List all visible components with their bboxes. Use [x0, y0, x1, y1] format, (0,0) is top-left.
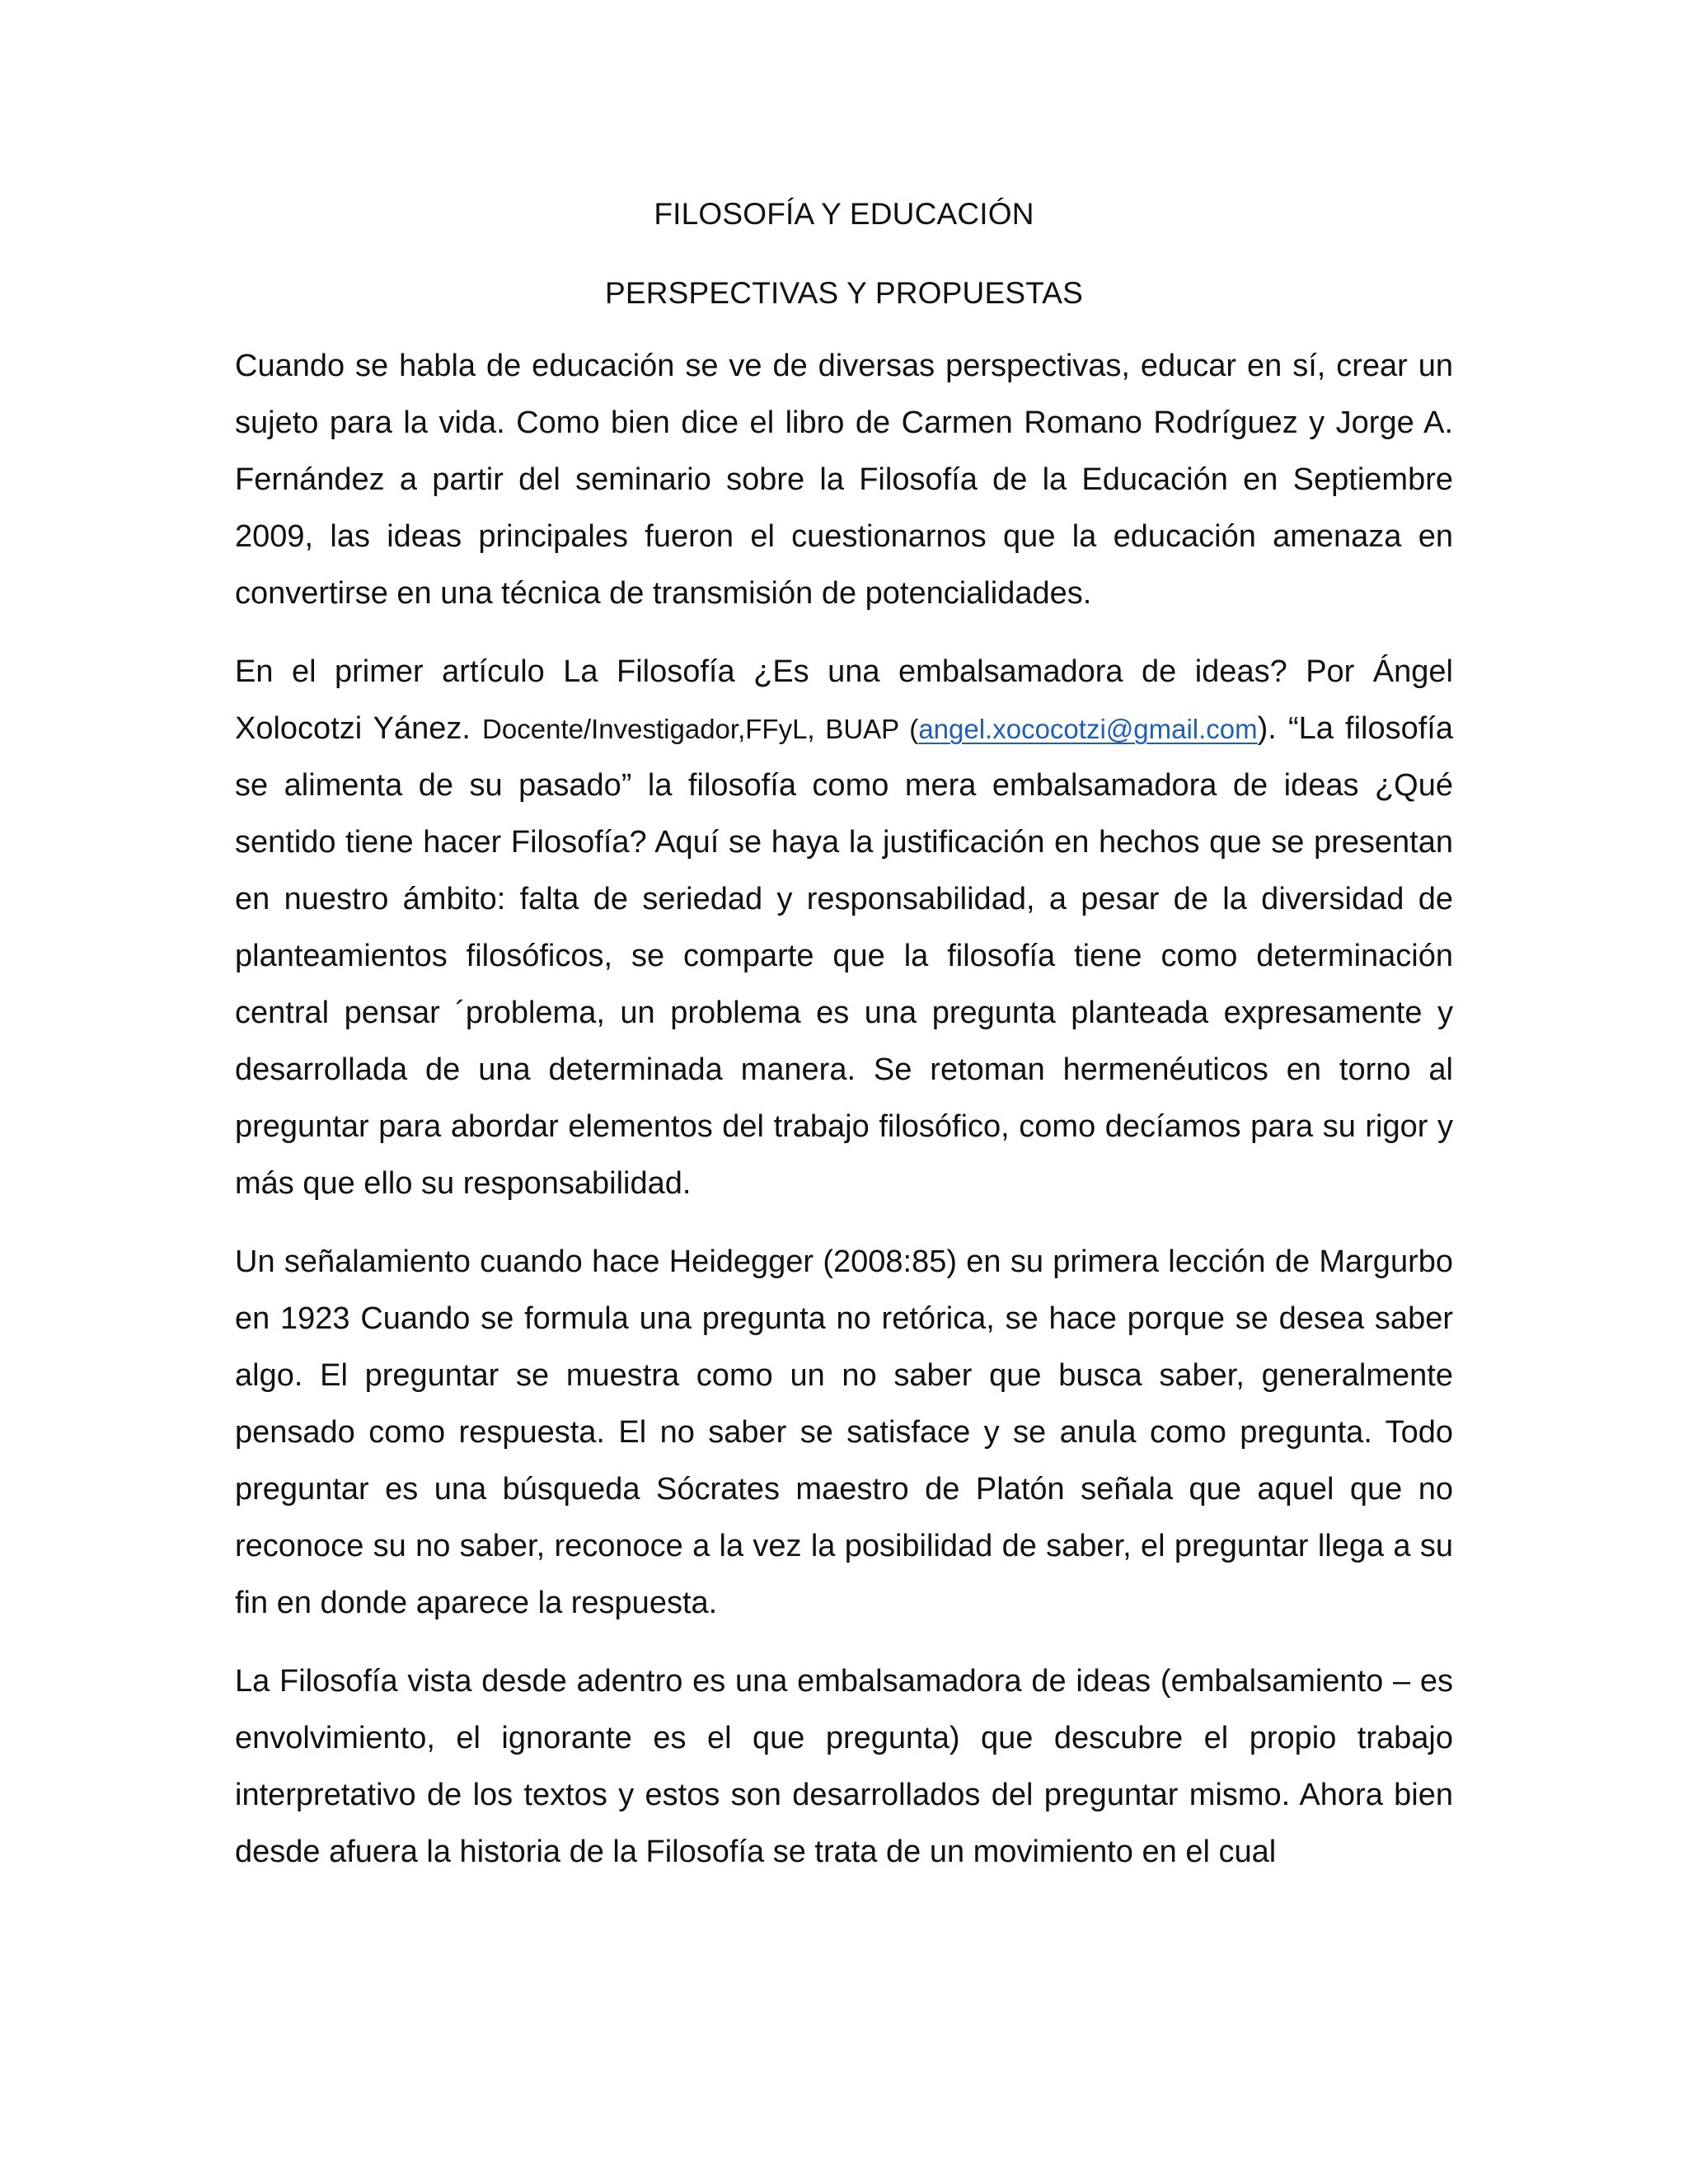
page-title: FILOSOFÍA Y EDUCACIÓN — [654, 197, 1034, 231]
page-subtitle: PERSPECTIVAS Y PROPUESTAS — [604, 276, 1084, 310]
author-affiliation: Docente/Investigador,FFyL, BUAP ( — [482, 714, 919, 744]
paragraph-2-intro: En el primer artículo La Filosofía ¿Es una embalsamadora de ideas? Por Ángel Xolocotzi Yánez. — [235, 654, 1453, 746]
paragraph-2 — [235, 644, 1453, 1212]
paragraph-1: Cuando se habla de educación se ve de diversas perspectivas, educar en sí, crear un sujeto para la vida. Como bien dice el libro de Carmen Romano Rodríguez y Jorge A. Fernández a partir del seminario sobre la Filosofía de la Educación en Septiembre 2009, las ideas principales fueron el cuestionarnos que la educación amenaza en convertirse en una técnica de transmisión de potencialidades. — [235, 349, 1453, 611]
paragraph-2-body: ). “La filosofía se alimenta de su pasado” la filosofía como mera embalsamadora de ideas ¿Qué sentido tiene hacer Filosofía? Aquí se haya la justificación en hechos que se presentan en nuestro ámbito: falta de seriedad y responsabilidad, a pesar de la diversidad de planteamientos filosóficos, se comparte que la filosofía tiene como determinación central pensar ´problema, un problema es una pregunta planteada expresamente y desarrollada de una determinada manera. Se retoman hermenéuticos en torno al preguntar para abordar elementos del trabajo filosófico, como decíamos para su rigor y más que ello su responsabilidad. — [235, 711, 1453, 1201]
author-email-link[interactable]: angel.xococotzi@gmail.com — [918, 714, 1258, 744]
paragraph-3: Un señalamiento cuando hace Heidegger (2008:85) en su primera lección de Margurbo en 1923 Cuando se formula una pregunta no retórica, se hace porque se desea saber algo. El preguntar se muestra como un no saber que busca saber, generalmente pensado como respuesta. El no saber se satisface y se anula como pregunta. Todo preguntar es una búsqueda Sócrates maestro de Platón señala que aquel que no reconoce su no saber, reconoce a la vez la posibilidad de saber, el preguntar llega a su fin en donde aparece la respuesta. — [235, 1244, 1453, 1620]
paragraph-4: La Filosofía vista desde adentro es una embalsamadora de ideas (embalsamiento – es envolvimiento, el ignorante es el que pregunta) que descubre el propio trabajo interpretativo de los textos y estos son desarrollados del preguntar mismo. Ahora bien desde afuera la historia de la Filosofía se trata de un movimiento en el cual — [235, 1664, 1453, 1869]
document-body — [235, 186, 1453, 1902]
